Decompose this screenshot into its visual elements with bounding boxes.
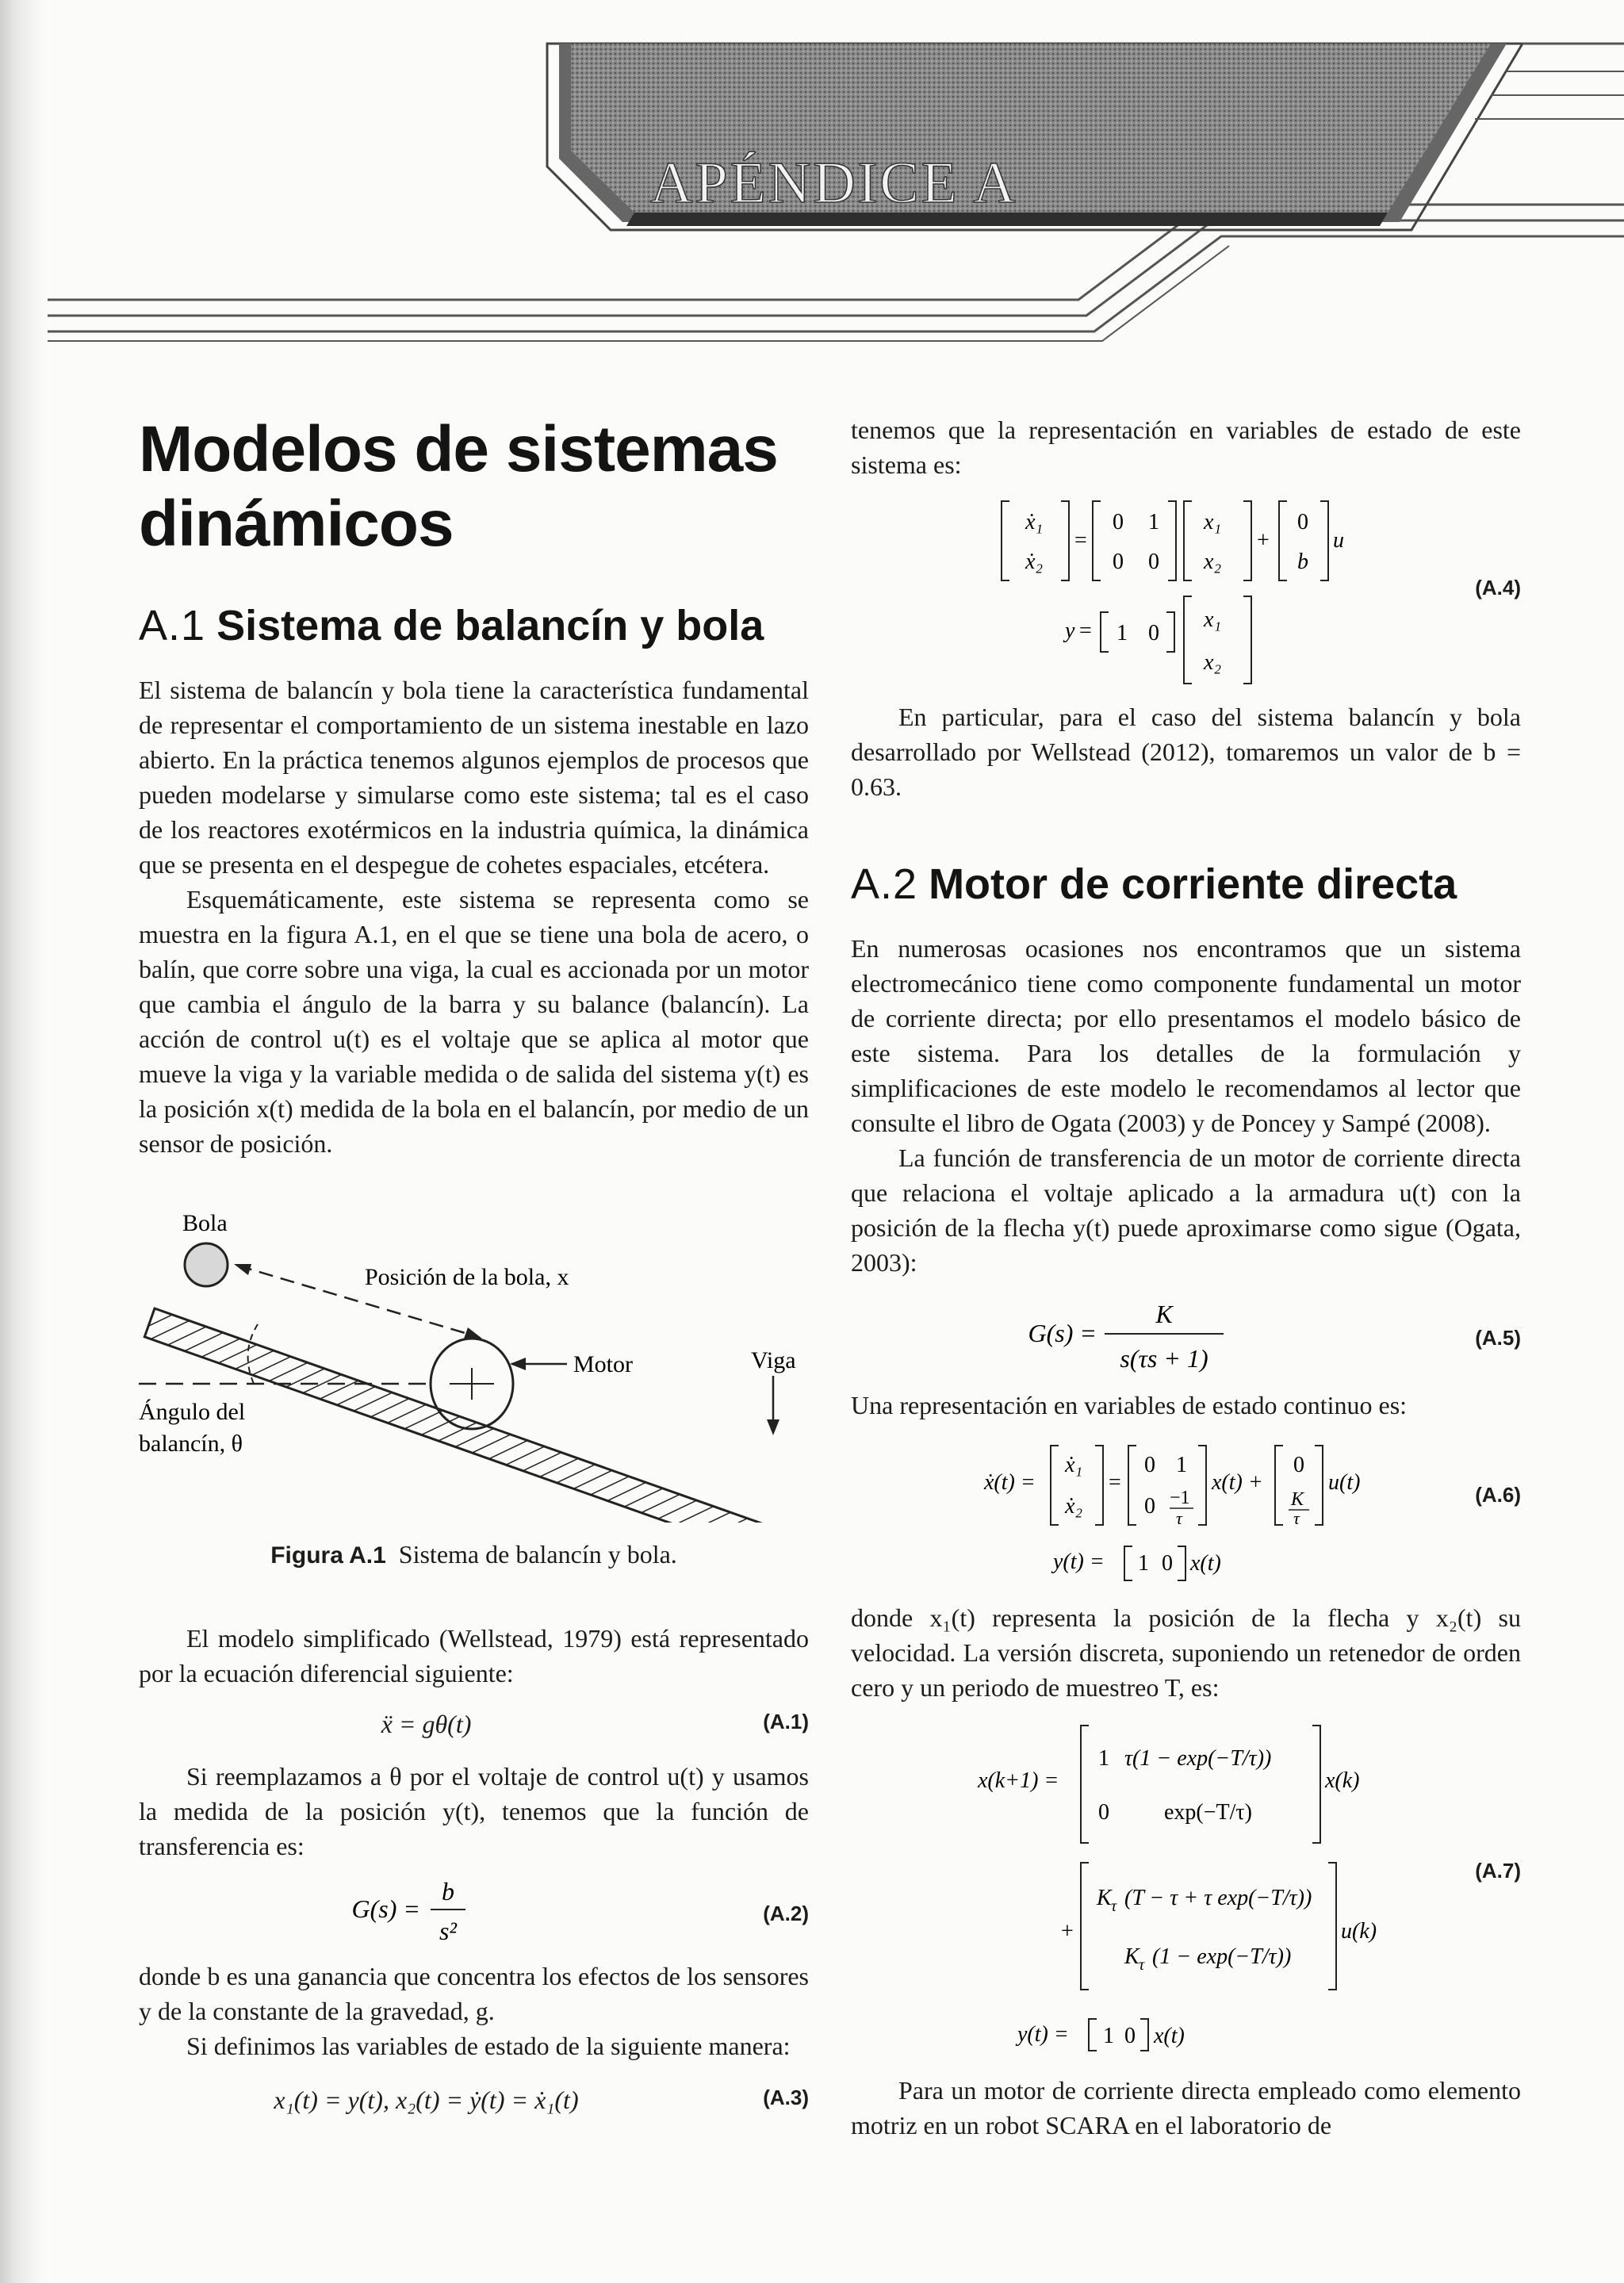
svg-text:+: + xyxy=(1257,528,1270,553)
equation-number: (A.2) xyxy=(763,1902,809,1925)
svg-text:x(t) +: x(t) + xyxy=(1212,1470,1263,1495)
equation-numerator: K xyxy=(1155,1300,1173,1328)
paragraph: donde b es una ganancia que concentra los efectos de los sensores y de la constante de la gravedad, g. xyxy=(139,1962,809,2025)
equation-body: ẍ = gθ(t) xyxy=(381,1710,472,1738)
svg-text:u(k): u(k) xyxy=(1341,1919,1377,1944)
equation-body xyxy=(851,1293,1426,1380)
svg-text:x₂: x₂ xyxy=(1204,550,1222,574)
svg-text:τ: τ xyxy=(1111,1898,1117,1915)
svg-text:0: 0 xyxy=(1144,1453,1155,1477)
svg-text:x₂: x₂ xyxy=(1204,650,1222,675)
figure-caption-label: Figura A.1 xyxy=(270,1542,386,1569)
svg-text:y(t) =: y(t) = xyxy=(1053,1549,1105,1574)
figure-label-angle-2: balancín, θ xyxy=(139,1431,243,1457)
svg-text:0: 0 xyxy=(1144,1494,1155,1519)
svg-text:K: K xyxy=(1124,1944,1139,1969)
svg-text:0: 0 xyxy=(1098,1800,1109,1825)
figure-label-motor: Motor xyxy=(573,1351,633,1377)
svg-text:y: y xyxy=(1065,619,1075,643)
equation-a6 xyxy=(851,1434,1521,1592)
section-number: A.2 xyxy=(851,860,918,908)
svg-text:=: = xyxy=(1079,619,1092,643)
figure-label-position: Posición de la bola, x xyxy=(365,1264,569,1290)
section-title: Motor de corriente directa xyxy=(929,860,1457,908)
svg-text:x(k): x(k) xyxy=(1325,1768,1360,1793)
svg-text:+: + xyxy=(1061,1919,1074,1944)
figure-label-ball: Bola xyxy=(182,1210,228,1236)
equation-lhs: G(s) = xyxy=(351,1894,420,1923)
paragraph: Si reemplazamos a θ por el voltaje de control u(t) y usamos la medida de la posición y(t), tenemos que la función de transferencia es: xyxy=(139,1762,809,1860)
equation-body xyxy=(851,1716,1454,2065)
svg-text:y(t) =: y(t) = xyxy=(1017,2022,1069,2047)
svg-text:x(t): x(t) xyxy=(1190,1551,1221,1576)
svg-text:x(k+1) =: x(k+1) = xyxy=(978,1768,1059,1793)
left-column xyxy=(139,412,809,2132)
equation-number: (A.5) xyxy=(1475,1326,1521,1350)
figure-caption xyxy=(139,1537,809,1573)
equation-number: (A.6) xyxy=(1475,1483,1521,1507)
svg-text:−1: −1 xyxy=(1170,1488,1190,1508)
svg-text:1: 1 xyxy=(1148,510,1159,534)
svg-text:x₁: x₁ xyxy=(1204,607,1222,632)
chapter-title xyxy=(139,412,809,561)
svg-text:1: 1 xyxy=(1103,2024,1114,2048)
paragraph: Esquemáticamente, este sistema se representa como se muestra en la figura A.1, en el que se tiene una bola de acero, o balín, que corre sobre una viga, la cual es accionada por un motor que cambia el ángulo de la barra y su balance (balancín). La acción de control u(t) es el voltaje que se aplica al motor que mueve la viga y la variable medida o de salida del sistema y(t) es la posición x(t) medida de la bola en el balancín, por medio de un sensor de posición. xyxy=(139,885,809,1158)
paragraph: En particular, para el caso del sistema balancín y bola desarrollado por Wellstead (2012), tomaremos un valor de b = 0.63. xyxy=(851,703,1521,801)
svg-text:x(t): x(t) xyxy=(1154,2024,1185,2048)
svg-text:b: b xyxy=(1297,550,1308,574)
chapter-title-line1: Modelos de sistemas xyxy=(139,413,778,485)
paragraph: El sistema de balancín y bola tiene la característica fundamental de representar el comportamiento de un sistema inestable en lazo abierto. En la práctica tenemos algunos ejemplos de procesos que pueden modelarse y simularse como este sistema; tal es el caso de los reactores exotérmicos en la industria química, la dinámica que se presenta en el despegue de cohetes espaciales, etcétera. xyxy=(139,676,809,879)
equation-number: (A.3) xyxy=(763,2086,809,2109)
chapter-banner xyxy=(0,0,1624,349)
equation-a7 xyxy=(851,1716,1521,2065)
svg-text:ẋ₂: ẋ₂ xyxy=(1025,550,1044,574)
svg-text:ẋ(t) =: ẋ(t) = xyxy=(984,1470,1036,1495)
equation-body: x₁(t) = y(t), x₂(t) = ẏ(t) = ẋ₁(t) xyxy=(274,2086,579,2114)
equation-denominator: s² xyxy=(439,1917,458,1945)
svg-text:0: 0 xyxy=(1297,510,1308,534)
svg-text:1: 1 xyxy=(1138,1551,1149,1576)
equation-a1 xyxy=(139,1699,809,1751)
svg-text:0: 0 xyxy=(1124,2024,1136,2048)
svg-text:τ: τ xyxy=(1293,1508,1300,1528)
svg-text:τ(1 − exp(−T/τ)): τ(1 − exp(−T/τ)) xyxy=(1124,1746,1272,1771)
svg-text:exp(−T/τ): exp(−T/τ) xyxy=(1164,1800,1253,1825)
paragraph: La función de transferencia de un motor de corriente directa que relaciona el voltaje aplicado a la armadura u(t) con la posición de la flecha y(t) puede aproximarse como sigue (Ogata, 2003): xyxy=(851,1143,1521,1277)
svg-text:0: 0 xyxy=(1113,510,1124,534)
equation-numerator: b xyxy=(442,1877,454,1906)
svg-text:=: = xyxy=(1074,528,1087,553)
svg-text:K: K xyxy=(1291,1489,1304,1510)
svg-text:x₁: x₁ xyxy=(1204,510,1222,534)
svg-text:0: 0 xyxy=(1293,1453,1304,1477)
svg-text:u(t): u(t) xyxy=(1328,1470,1361,1495)
svg-text:1: 1 xyxy=(1098,1746,1109,1771)
svg-text:1: 1 xyxy=(1116,621,1128,645)
svg-text:ẋ₁: ẋ₁ xyxy=(1065,1453,1083,1477)
svg-text:ẋ₁: ẋ₁ xyxy=(1025,510,1044,534)
equation-a5 xyxy=(851,1293,1521,1380)
svg-text:1: 1 xyxy=(1176,1453,1187,1477)
section-a1-heading xyxy=(139,601,809,650)
svg-text:0: 0 xyxy=(1162,1551,1173,1576)
section-title: Sistema de balancín y bola xyxy=(216,602,764,649)
svg-text:τ: τ xyxy=(1139,1956,1145,1974)
paragraph: En numerosas ocasiones nos encontramos que un sistema electromecánico tiene como componente fundamental un motor de corriente directa; por ello presentamos el modelo básico de este sistema. Para los detalles de la formulación y simplificaciones de este modelo le recomendamos al lector que consulte el libro de Ogata (2003) y de Poncey y Sampé (2008). xyxy=(851,934,1521,1137)
svg-text:(1 − exp(−T/τ)): (1 − exp(−T/τ)) xyxy=(1152,1944,1292,1969)
equation-body xyxy=(851,1434,1454,1592)
section-a2-heading xyxy=(851,860,1521,909)
equation-a2 xyxy=(139,1871,809,1951)
figure-caption-text: Sistema de balancín y bola. xyxy=(398,1540,677,1569)
svg-text:0: 0 xyxy=(1148,621,1159,645)
equation-a4 xyxy=(851,493,1521,691)
paragraph: donde x₁(t) representa la posición de la flecha y x₂(t) su velocidad. La versión discreta, suponiendo un retenedor de orden cero y un periodo de muestreo T, es: xyxy=(851,1603,1521,1702)
equation-body xyxy=(851,493,1454,691)
equation-lhs: G(s) = xyxy=(1028,1319,1097,1347)
svg-text:ẋ₂: ẋ₂ xyxy=(1065,1494,1083,1519)
svg-text:K: K xyxy=(1097,1886,1112,1910)
svg-text:0: 0 xyxy=(1148,550,1159,574)
section-number: A.1 xyxy=(139,602,206,649)
chapter-title-line2: dinámicos xyxy=(139,488,454,560)
equation-body xyxy=(139,1871,714,1951)
figure-label-angle-1: Ángulo del xyxy=(139,1399,246,1425)
equation-a3 xyxy=(139,2071,809,2124)
equation-number: (A.7) xyxy=(1475,1859,1521,1883)
right-column xyxy=(851,412,1521,2143)
figure-label-beam: Viga xyxy=(751,1347,796,1373)
banner-title: APÉNDICE A xyxy=(650,151,1018,216)
paragraph: Si definimos las variables de estado de la siguiente manera: xyxy=(186,2032,791,2060)
ball-bola xyxy=(185,1243,228,1286)
svg-text:τ: τ xyxy=(1176,1508,1182,1528)
svg-text:u: u xyxy=(1333,528,1344,553)
svg-text:=: = xyxy=(1109,1470,1121,1495)
equation-number: (A.4) xyxy=(1475,576,1521,599)
equation-number: (A.1) xyxy=(763,1710,809,1733)
paragraph: Una representación en variables de estado continuo es: xyxy=(851,1391,1408,1419)
equation-denominator: s(τs + 1) xyxy=(1120,1344,1208,1373)
svg-text:(T − τ + τ exp(−T/τ)): (T − τ + τ exp(−T/τ)) xyxy=(1124,1886,1312,1910)
paragraph: El modelo simplificado (Wellstead, 1979) está representado por la ecuación diferencial siguiente: xyxy=(139,1624,809,1687)
figure-a1-diagram xyxy=(139,1189,809,1523)
paragraph: Para un motor de corriente directa empleado como elemento motriz en un robot SCARA en el laboratorio de xyxy=(851,2076,1521,2139)
svg-text:0: 0 xyxy=(1113,550,1124,574)
paragraph: tenemos que la representación en variables de estado de este sistema es: xyxy=(851,416,1521,479)
